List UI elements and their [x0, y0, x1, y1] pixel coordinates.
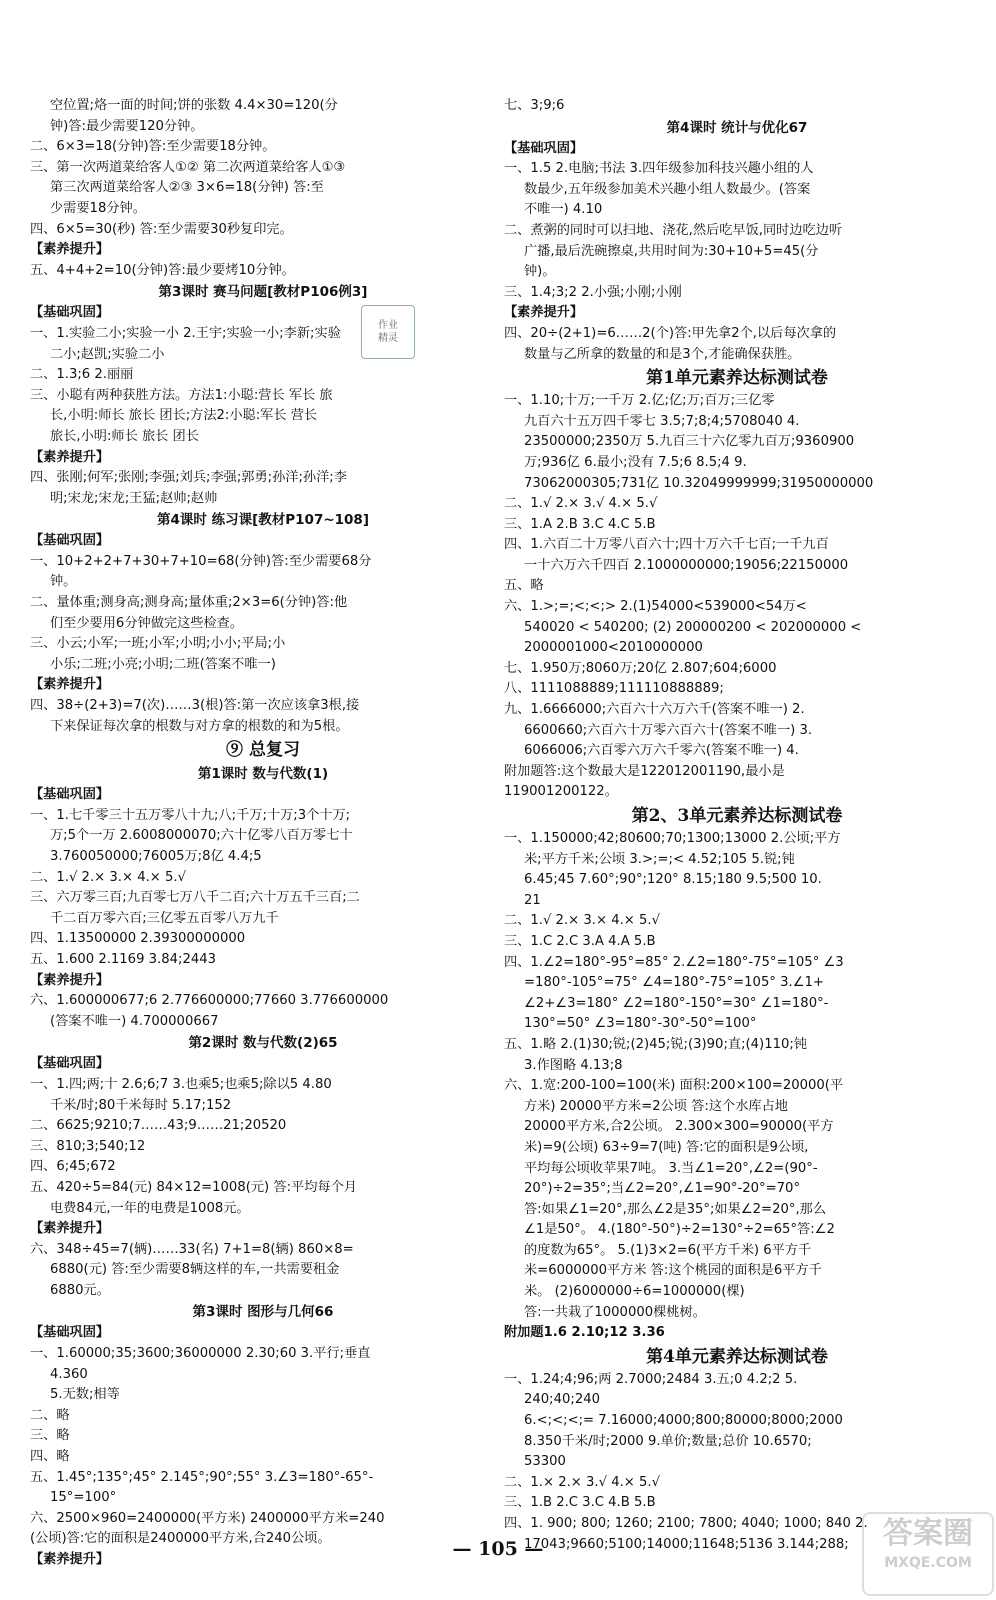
section-tag: 【素养提升】: [30, 1221, 110, 1237]
answer-line: 明;宋龙;宋龙;王猛;赵帅;赵帅: [50, 490, 218, 506]
unit-test-heading: 第4单元素养达标测试卷: [646, 1346, 828, 1367]
answer-line: 73062000305;731亿 10.32049999999;31950000000: [524, 475, 874, 491]
answer-line: 20°)÷2=35°;当∠2=20°,∠1=90°-20°=70°: [524, 1181, 801, 1197]
answer-line: =180°-105°=75° ∠4=180°-75°=105° 3.∠1+: [524, 975, 824, 991]
answer-line: 20000平方米,合2公顷。 2.300×300=90000(平方: [524, 1119, 834, 1135]
answer-line: 130°=50° ∠3=180°-30°-50°=100°: [524, 1016, 757, 1032]
answer-line: 一、1.10;十万;一千万 2.亿;亿;万;百万;三亿零: [504, 393, 775, 409]
section-tag: 【素养提升】: [30, 972, 110, 988]
answer-line: 6.<;<;<;= 7.16000;4000;800;80000;8000;2000: [524, 1413, 843, 1429]
answer-line: 们至少要用6分钟做完这些检查。: [50, 615, 244, 631]
answer-line: 六、2500×960=2400000(平方米) 2400000平方米=240: [30, 1510, 385, 1526]
section-tag: 【素养提升】: [30, 677, 110, 693]
left-column: [30, 96, 496, 1571]
answer-line: 五、1.600 2.1169 3.84;2443: [30, 951, 217, 967]
section-tag: 附加题1.6 2.10;12 3.36: [504, 1325, 665, 1341]
answer-line: 方米) 20000平方米=2公顷 答:这个水库占地: [524, 1098, 788, 1114]
answer-line: 平均每公顷收苹果7吨。 3.当∠1=20°,∠2=(90°-: [524, 1160, 818, 1176]
answer-line: 三、1.4;3;2 2.小强;小刚;小刚: [504, 284, 682, 300]
answer-line: 15°=100°: [50, 1490, 117, 1506]
section-tag: 【基础巩固】: [30, 1325, 110, 1341]
section-tag: 【基础巩固】: [30, 787, 110, 803]
watermark-url: MXQE.COM: [884, 1555, 972, 1571]
answer-line: 的度数为65°。 5.(1)3×2=6(平方千米) 6平方千: [524, 1242, 812, 1258]
answer-line: 二、1.√ 2.× 3.× 4.× 5.√: [504, 913, 661, 929]
chapter-heading: ⑨ 总复习: [226, 740, 300, 761]
answer-line: 三、六万零三百;九百零七万八千二百;六十万五千三百;二: [30, 890, 360, 906]
answer-line: 下来保证每次拿的根数与对方拿的根数的和为5根。: [50, 718, 349, 734]
answer-line: 五、1.45°;135°;45° 2.145°;90°;55° 3.∠3=180°-65°-: [30, 1469, 374, 1485]
answer-line: 米。 (2)6000000÷6=1000000(棵): [524, 1284, 745, 1300]
answer-line: 米;平方千米;公顷 3.>;=;< 4.52;105 5.锐;钝: [524, 851, 795, 867]
answer-line: 广播,最后洗碗擦桌,共用时间为:30+10+5=45(分: [524, 243, 819, 259]
section-tag: 【基础巩固】: [30, 533, 110, 549]
answer-line: 八、1111088889;111110888889;: [504, 681, 724, 697]
answer-line: 一、1.四;两;十 2.6;6;7 3.也乘5;也乘5;除以5 4.80: [30, 1076, 332, 1092]
section-tag: 【素养提升】: [30, 449, 110, 465]
answer-line: 一、1.七千零三十五万零八十九;八;千万;十万;3个十万;: [30, 807, 351, 823]
answer-line: 少需要18分钟。: [50, 200, 146, 216]
homework-stamp: [361, 305, 415, 359]
answer-line: (公顷)答:它的面积是2400000平方米,合240公顷。: [30, 1531, 331, 1547]
answer-line: 九、1.6666000;六百六十六万六千(答案不唯一) 2.: [504, 702, 805, 718]
answer-line: 七、1.950万;8060万;20亿 2.807;604;6000: [504, 660, 777, 676]
answer-line: 三、1.B 2.C 3.C 4.B 5.B: [504, 1495, 656, 1511]
answer-line: 21: [524, 892, 541, 908]
answer-line: 23500000;2350万 5.九百三十六亿零九百万;9360900: [524, 434, 855, 450]
answer-line: 五、略: [504, 578, 544, 594]
answer-line: 三、810;3;540;12: [30, 1138, 146, 1154]
lesson-heading: 第4课时 练习课[教材P107~108]: [157, 512, 369, 529]
answer-line: 二、量体重;测身高;测身高;量体重;2×3=6(分钟)答:他: [30, 595, 348, 611]
answer-line: 长,小明:师长 旅长 团长;方法2:小聪:军长 营长: [50, 408, 318, 424]
lesson-heading: 第1课时 数与代数(1): [197, 766, 329, 783]
answer-line: 6880元。: [50, 1282, 110, 1298]
answer-line: 答:如果∠1=20°,那么∠2是35°;如果∠2=20°,那么: [524, 1201, 827, 1217]
answer-line: 4.360: [50, 1366, 88, 1382]
answer-line: 附加题答:这个数最大是122012001190,最小是: [504, 763, 785, 779]
answer-line: 二、1.√ 2.× 3.√ 4.× 5.√: [504, 496, 658, 512]
stamp-line-2: 精灵: [378, 333, 398, 344]
answer-line: 第三次两道菜给客人②③ 3×6=18(分钟) 答:至: [50, 180, 324, 196]
answer-line: 二、煮粥的同时可以扫地、浇花,然后吃早饭,同时边吃边听: [504, 222, 843, 238]
lesson-heading: 第3课时 图形与几何66: [192, 1304, 334, 1321]
lesson-heading: 第4课时 统计与优化67: [666, 119, 808, 136]
answer-line: 五、1.略 2.(1)30;锐;(2)45;锐;(3)90;直;(4)110;钝: [504, 1036, 808, 1052]
answer-line: 六、1.宽:200-100=100(米) 面积:200×100=20000(平: [504, 1078, 844, 1094]
answer-line: 17043;9660;5100;14000;11648;5136 3.144;288;: [524, 1536, 849, 1552]
answer-line: 五、4+4+2=10(分钟)答:最少要烤10分钟。: [30, 262, 295, 278]
answer-line: 千米/时;80千米每时 5.17;152: [50, 1097, 232, 1113]
answer-line: 5.无数;相等: [50, 1387, 120, 1403]
answer-line: 一、1.实验二小;实验一小 2.王宇;实验一小;李新;实验: [30, 325, 341, 341]
answer-line: 3.760050000;76005万;8亿 4.4;5: [50, 849, 262, 864]
answer-line: 一、1.5 2.电脑;书法 3.四年级参加科技兴趣小组的人: [504, 161, 814, 177]
answer-line: 二、1.× 2.× 3.√ 4.× 5.√: [504, 1474, 661, 1490]
unit-test-heading: 第2、3单元素养达标测试卷: [631, 806, 843, 826]
section-tag: 【素养提升】: [30, 1552, 110, 1567]
answer-line: 答:一共栽了1000000棵桃树。: [524, 1304, 706, 1320]
answer-line: 六、348÷45=7(辆)……33(名) 7+1=8(辆) 860×8=: [30, 1241, 354, 1257]
answer-line: 四、38÷(2+3)=7(次)……3(根)答:第一次应该拿3根,接: [30, 698, 360, 714]
answer-line: 四、6×5=30(秒) 答:至少需要30秒复印完。: [30, 221, 293, 237]
answer-line: 二、6625;9210;7……43;9……21;20520: [30, 1118, 287, 1134]
answer-line: 不唯一) 4.10: [524, 202, 603, 218]
section-tag: 【素养提升】: [30, 242, 110, 258]
answer-line: 电费84元,一年的电费是1008元。: [50, 1200, 250, 1216]
answer-line: 6600660;六百六十万零六百六十(答案不唯一) 3.: [524, 722, 813, 738]
answer-line: 钟)答:最少需要120分钟。: [50, 118, 204, 134]
answer-line: 万;936亿 6.最小;没有 7.5;6 8.5;4 9.: [524, 454, 747, 470]
answer-line: 万;5个一万 2.6008000070;六十亿零八百万零七十: [50, 828, 353, 844]
answer-line: 三、小云;小军;一班;小军;小明;小小;平局;小: [30, 636, 286, 652]
answer-line: 五、420÷5=84(元) 84×12=1008(元) 答:平均每个月: [30, 1179, 357, 1195]
answer-line: 3.作图略 4.13;8: [524, 1057, 623, 1073]
answer-line: 旅长,小明:师长 旅长 团长: [50, 428, 199, 444]
watermark-text: 答案圈: [883, 1516, 973, 1551]
section-tag: 【基础巩固】: [30, 305, 110, 321]
answer-line: 一、1.60000;35;3600;36000000 2.30;60 3.平行;垂直: [30, 1346, 371, 1362]
answer-line: ∠2+∠3=180° ∠2=180°-150°=30° ∠1=180°-: [524, 995, 829, 1011]
answer-line: 四、1.13500000 2.39300000000: [30, 931, 246, 947]
section-tag: 【素养提升】: [504, 305, 584, 321]
section-tag: 【基础巩固】: [30, 1056, 110, 1072]
answer-line: 空位置;烙一面的时间;饼的张数 4.4×30=120(分: [50, 98, 338, 113]
section-tag: 【基础巩固】: [504, 140, 584, 156]
unit-test-heading: 第1单元素养达标测试卷: [646, 368, 828, 389]
lesson-heading: 第2课时 数与代数(2)65: [188, 1035, 338, 1052]
right-column: [504, 96, 970, 1555]
answer-line: (答案不唯一) 4.700000667: [50, 1013, 219, 1029]
answer-line: 四、20÷(2+1)=6……2(个)答:甲先拿2个,以后每次拿的: [504, 325, 837, 341]
answer-line: 米)=9(公顷) 63÷9=7(吨) 答:它的面积是9公顷,: [524, 1139, 809, 1155]
answer-line: 米=6000000平方米 答:这个桃园的面积是6平方千: [524, 1263, 822, 1279]
answer-line: 二、1.√ 2.× 3.× 4.× 5.√: [30, 869, 187, 885]
answer-line: 小乐;二班;小亮;小明;二班(答案不唯一): [50, 656, 276, 672]
answer-line: 二、1.3;6 2.丽丽: [30, 367, 134, 383]
answer-line: ∠1是50°。 4.(180°-50°)÷2=130°÷2=65°答:∠2: [524, 1222, 835, 1238]
answer-line: 三、1.C 2.C 3.A 4.A 5.B: [504, 933, 656, 949]
answer-line: 540020 < 540200; (2) 200000200 < 202000000 <: [524, 619, 862, 635]
answer-line: 数最少,五年级参加美术兴趣小组人数最少。(答案: [524, 181, 811, 197]
answer-line: 一、1.24;4;96;两 2.7000;2484 3.五;0 4.2;2 5.: [504, 1371, 798, 1387]
answer-line: 三、第一次两道菜给客人①② 第二次两道菜给客人①③: [30, 159, 346, 175]
answer-line: 6066006;六百零六万六千零六(答案不唯一) 4.: [524, 743, 799, 759]
answer-line: 四、1.∠2=180°-95°=85° 2.∠2=180°-75°=105° ∠3: [504, 954, 844, 970]
answer-line: 240;40;240: [524, 1392, 601, 1408]
answer-line: 数量与乙所拿的数量的和是3个,才能确保获胜。: [524, 346, 801, 362]
answer-line: 六、1.>;=;<;<;> 2.(1)54000<539000<54万<: [504, 599, 807, 615]
site-watermark: [862, 1512, 994, 1596]
answer-line: 四、1. 900; 800; 1260; 2100; 7800; 4040; 1000; 840 2.: [504, 1516, 868, 1531]
answer-line: 一、1.150000;42;80600;70;1300;13000 2.公顷;平方: [504, 831, 841, 846]
answer-line: 四、1.六百二十万零八百六十;四十万六千七百;一千九百: [504, 537, 829, 553]
lesson-heading: 第3课时 赛马问题[教材P106例3]: [158, 284, 368, 301]
answer-line: 四、略: [30, 1449, 70, 1465]
answer-line: 七、3;9;6: [504, 98, 565, 113]
answer-line: 三、小聪有两种获胜方法。方法1:小聪:营长 军长 旅: [30, 387, 333, 403]
answer-line: 三、1.A 2.B 3.C 4.C 5.B: [504, 516, 656, 532]
answer-line: 53300: [524, 1454, 566, 1470]
answer-line: 钟。: [50, 574, 77, 590]
answer-line: 二小;赵凯;实验二小: [50, 346, 165, 362]
answer-line: 二、略: [30, 1407, 70, 1423]
answer-line: 四、张刚;何军;张刚;李强;刘兵;李强;郭勇;孙洋;孙洋;李: [30, 470, 347, 486]
answer-line: 六、1.600000677;6 2.776600000;77660 3.776600000: [30, 993, 389, 1009]
answer-line: 6.45;45 7.60°;90°;120° 8.15;180 9.5;500 10.: [524, 872, 822, 888]
answer-line: 2000001000<2010000000: [524, 640, 703, 656]
answer-line: 四、6;45;672: [30, 1159, 116, 1175]
stamp-line-1: 作业: [378, 320, 398, 331]
answer-line: 一十六万六千四百 2.1000000000;19056;22150000: [524, 557, 849, 573]
answer-line: 九百六十五万四千零七 3.5;7;8;4;5708040 4.: [524, 413, 800, 429]
answer-line: 119001200122。: [504, 784, 618, 800]
answer-line: 钟)。: [524, 264, 556, 280]
answer-line: 8.350千米/时;2000 9.单价;数量;总价 10.6570;: [524, 1433, 812, 1449]
answer-line: 二、6×3=18(分钟)答:至少需要18分钟。: [30, 139, 276, 155]
answer-line: 一、10+2+2+7+30+7+10=68(分钟)答:至少需要68分: [30, 553, 372, 569]
answer-line: 千二百万零六百;三亿零五百零八万九千: [50, 910, 279, 926]
answer-line: 6880(元) 答:至少需要8辆这样的车,一共需要租金: [50, 1262, 340, 1278]
page-number: — 105 —: [452, 1538, 544, 1560]
answer-line: 三、略: [30, 1428, 70, 1444]
